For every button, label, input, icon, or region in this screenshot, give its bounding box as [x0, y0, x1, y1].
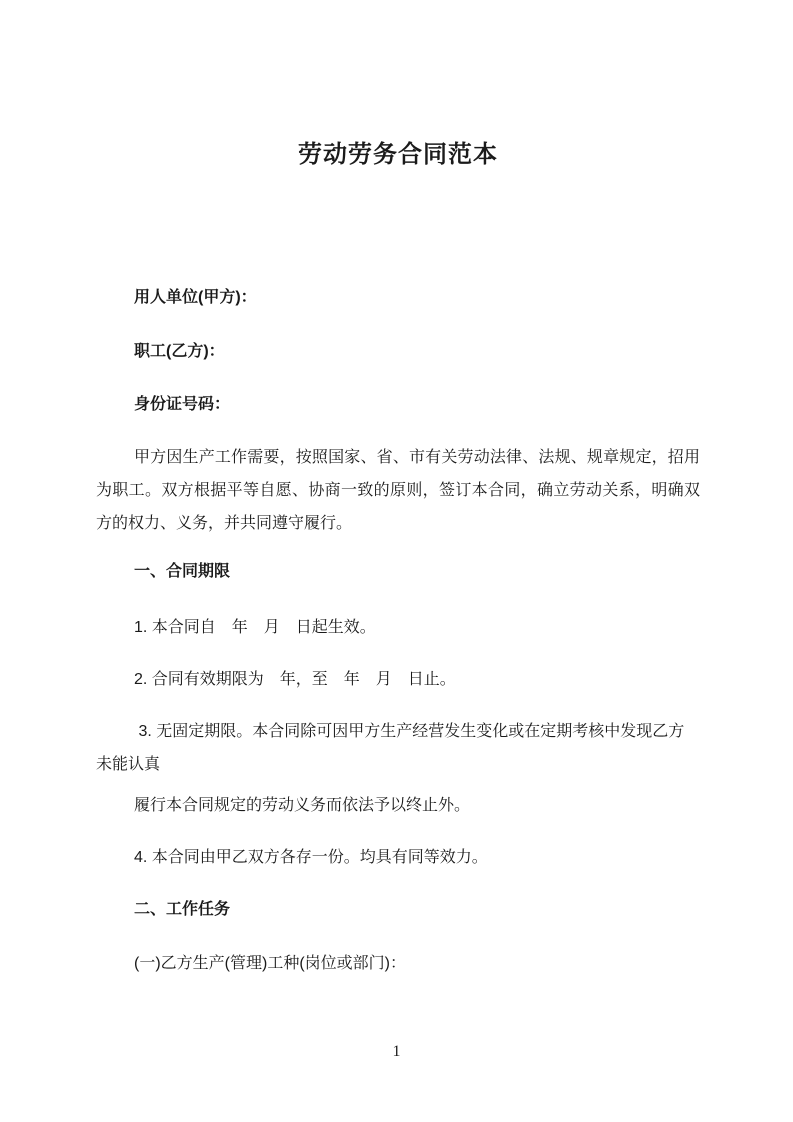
employee-party-label: 职工(乙方)： — [134, 343, 225, 360]
section1-clause-3: 3. 无固定期限。本合同除可因甲方生产经营发生变化或在定期考核中发现乙方未能认真 — [96, 723, 685, 773]
section1-clause-4: 4. 本合同由甲乙双方各存一份。均具有同等效力。 — [134, 849, 488, 866]
section2-item-1: (一)乙方生产(管理)工种(岗位或部门)： — [134, 955, 406, 972]
section1-heading: 一、合同期限 — [134, 563, 231, 580]
page-footer — [0, 1042, 793, 1062]
page-number: 1 — [392, 1043, 401, 1060]
section1-clause-2: 2. 合同有效期限为 年，至 年 月 日止。 — [134, 671, 456, 688]
section2-heading: 二、工作任务 — [134, 901, 231, 918]
preamble-paragraph: 甲方因生产工作需要，按照国家、省、市有关劳动法律、法规、规章规定，招用为职工。双方根据平等自愿、协商一致的原则，签订本合同，确立劳动关系，明确双方的权力、义务，并共同遵守履行。 — [96, 449, 700, 532]
section1-clause-1: 1. 本合同自 年 月 日起生效。 — [134, 619, 376, 636]
section1-clause-3-continuation: 履行本合同规定的劳动义务而依法予以终止外。 — [134, 797, 471, 814]
id-number-label: 身份证号码： — [134, 396, 231, 413]
employer-party-label: 用人单位(甲方)： — [134, 289, 257, 306]
document-title: 劳动劳务合同范本 — [298, 141, 498, 168]
